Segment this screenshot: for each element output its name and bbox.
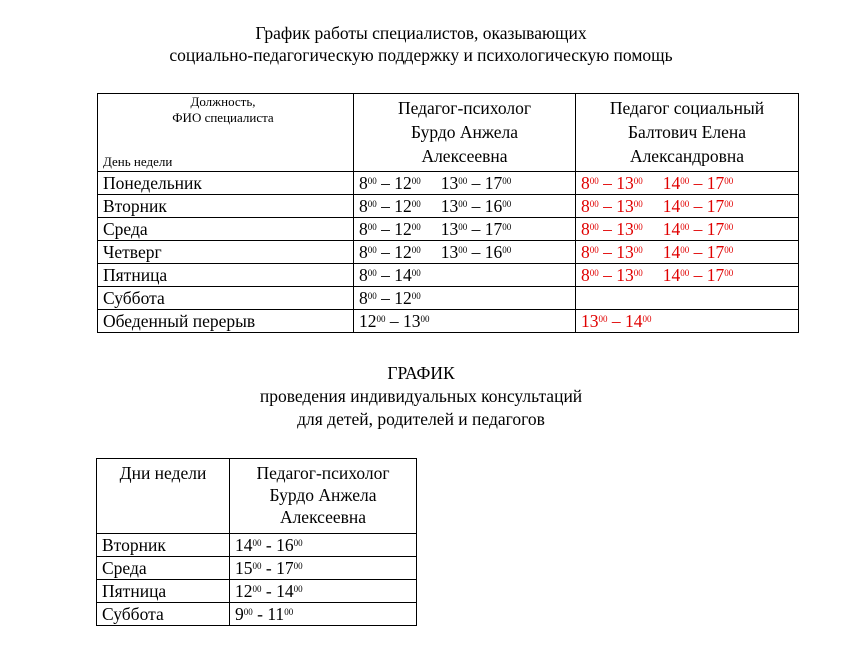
day-cell: Пятница bbox=[98, 264, 354, 287]
time-end-hour: 13 bbox=[616, 173, 634, 193]
range-separator: - bbox=[261, 535, 277, 555]
psychologist-hours-cell bbox=[354, 310, 576, 333]
time-end-hour: 17 bbox=[706, 173, 725, 193]
consult-specialist-patronymic: Алексеевна bbox=[279, 507, 367, 527]
schedule-title-line1: График работы специалистов, оказывающих bbox=[255, 23, 587, 43]
schedule-row bbox=[98, 310, 799, 333]
time-start-hour: 13 bbox=[440, 242, 459, 262]
time-end-hour: 12 bbox=[394, 288, 412, 308]
time-end-minutes: 00 bbox=[502, 245, 512, 255]
consult-day-header: Дни недели bbox=[97, 459, 230, 534]
time-start-hour: 12 bbox=[235, 581, 253, 601]
time-start-hour: 12 bbox=[359, 311, 377, 331]
time-end-hour: 17 bbox=[706, 219, 725, 239]
time-range bbox=[663, 218, 734, 240]
consult-title-line3: для детей, родителей и педагогов bbox=[297, 409, 545, 429]
time-start-hour: 8 bbox=[359, 265, 368, 285]
day-cell: Четверг bbox=[98, 241, 354, 264]
time-range bbox=[441, 218, 512, 240]
day-cell: Суббота bbox=[98, 287, 354, 310]
time-start-hour: 8 bbox=[359, 173, 368, 193]
time-end-minutes: 00 bbox=[293, 584, 303, 594]
time-start-hour: 8 bbox=[359, 219, 368, 239]
time-start-hour: 14 bbox=[662, 242, 681, 262]
day-cell: Понедельник bbox=[98, 172, 354, 195]
schedule-title-line2: социально-педагогическую поддержку и психологическую помощь bbox=[169, 45, 673, 65]
schedule-row bbox=[98, 264, 799, 287]
consult-title bbox=[0, 362, 842, 431]
social-pedagogue-hours-cell bbox=[576, 172, 799, 195]
social-pedagogue-hours-cell bbox=[576, 264, 799, 287]
schedule-row bbox=[98, 241, 799, 264]
time-start-hour: 14 bbox=[662, 219, 681, 239]
social-pedagogue-hours-cell bbox=[576, 287, 799, 310]
time-start-hour: 14 bbox=[235, 535, 253, 555]
range-separator: – bbox=[689, 173, 707, 193]
time-end-minutes: 00 bbox=[411, 291, 421, 301]
time-start-hour: 9 bbox=[235, 604, 244, 624]
time-range bbox=[581, 310, 652, 332]
time-end-minutes: 00 bbox=[633, 245, 643, 255]
schedule-row bbox=[98, 218, 799, 241]
time-start-hour: 8 bbox=[581, 196, 590, 216]
time-range bbox=[581, 241, 643, 263]
consult-time-cell bbox=[230, 580, 417, 603]
time-range bbox=[235, 534, 303, 556]
time-end-hour: 13 bbox=[616, 196, 634, 216]
time-end-minutes: 00 bbox=[411, 268, 421, 278]
time-range bbox=[663, 172, 734, 194]
time-start-minutes: 00 bbox=[589, 222, 599, 232]
time-end-hour: 13 bbox=[403, 311, 421, 331]
consultation-row bbox=[97, 534, 417, 557]
consult-day-cell: Суббота bbox=[97, 603, 230, 626]
time-range bbox=[581, 218, 643, 240]
time-start-hour: 13 bbox=[440, 173, 459, 193]
time-range bbox=[359, 287, 421, 309]
time-end-hour: 11 bbox=[267, 604, 285, 624]
time-end-hour: 13 bbox=[616, 219, 634, 239]
schedule-row bbox=[98, 172, 799, 195]
time-start-hour: 8 bbox=[359, 288, 368, 308]
time-start-minutes: 00 bbox=[680, 222, 690, 232]
time-start-minutes: 00 bbox=[367, 245, 377, 255]
time-end-hour: 14 bbox=[276, 581, 294, 601]
time-range bbox=[663, 241, 734, 263]
consultation-header-row bbox=[97, 459, 417, 534]
time-end-minutes: 00 bbox=[724, 268, 734, 278]
range-separator: – bbox=[467, 242, 485, 262]
consultation-table bbox=[96, 458, 417, 626]
time-range bbox=[359, 241, 421, 263]
time-end-hour: 13 bbox=[616, 242, 634, 262]
time-start-hour: 8 bbox=[359, 242, 368, 262]
time-end-hour: 17 bbox=[706, 196, 725, 216]
time-start-minutes: 00 bbox=[367, 199, 377, 209]
range-separator: – bbox=[689, 219, 707, 239]
social-pedagogue-name: Балтович Елена bbox=[628, 122, 746, 142]
time-end-minutes: 00 bbox=[633, 176, 643, 186]
time-range bbox=[235, 580, 303, 602]
range-separator: – bbox=[467, 173, 485, 193]
range-separator: - bbox=[252, 604, 268, 624]
time-start-minutes: 00 bbox=[458, 176, 468, 186]
time-end-hour: 17 bbox=[484, 173, 503, 193]
consult-day-cell: Среда bbox=[97, 557, 230, 580]
range-separator: – bbox=[598, 173, 617, 193]
range-separator: – bbox=[689, 196, 707, 216]
psychologist-hours-cell bbox=[354, 218, 576, 241]
work-schedule-header-row bbox=[98, 94, 799, 172]
range-separator: – bbox=[376, 265, 395, 285]
time-end-hour: 16 bbox=[484, 196, 503, 216]
psychologist-hours-cell bbox=[354, 172, 576, 195]
time-start-minutes: 00 bbox=[589, 245, 599, 255]
time-end-minutes: 00 bbox=[502, 199, 512, 209]
work-schedule-table bbox=[97, 93, 799, 333]
time-end-hour: 17 bbox=[706, 242, 725, 262]
time-start-minutes: 00 bbox=[376, 314, 386, 324]
time-end-hour: 13 bbox=[616, 265, 634, 285]
time-start-hour: 8 bbox=[581, 265, 590, 285]
social-pedagogue-hours-cell bbox=[576, 310, 799, 333]
time-start-minutes: 00 bbox=[243, 607, 253, 617]
time-start-hour: 14 bbox=[662, 173, 681, 193]
time-start-minutes: 00 bbox=[367, 176, 377, 186]
time-start-hour: 8 bbox=[581, 173, 590, 193]
schedule-row bbox=[98, 287, 799, 310]
time-end-minutes: 00 bbox=[642, 314, 652, 324]
time-start-minutes: 00 bbox=[252, 538, 262, 548]
consult-day-cell: Вторник bbox=[97, 534, 230, 557]
schedule-title bbox=[0, 22, 842, 66]
time-range bbox=[359, 195, 421, 217]
time-start-hour: 13 bbox=[581, 311, 599, 331]
time-range bbox=[581, 172, 643, 194]
time-start-minutes: 00 bbox=[589, 176, 599, 186]
range-separator: – bbox=[598, 265, 617, 285]
time-range bbox=[581, 264, 643, 286]
social-pedagogue-hours-cell bbox=[576, 241, 799, 264]
time-end-minutes: 00 bbox=[293, 561, 303, 571]
consultation-row bbox=[97, 603, 417, 626]
consultation-row bbox=[97, 557, 417, 580]
time-range bbox=[359, 218, 421, 240]
time-end-minutes: 00 bbox=[502, 222, 512, 232]
time-start-hour: 13 bbox=[440, 196, 459, 216]
time-start-minutes: 00 bbox=[367, 222, 377, 232]
corner-day-label: День недели bbox=[103, 154, 173, 169]
time-range bbox=[235, 557, 303, 579]
time-start-hour: 8 bbox=[581, 242, 590, 262]
range-separator: – bbox=[467, 196, 485, 216]
time-end-hour: 14 bbox=[625, 311, 643, 331]
time-start-minutes: 00 bbox=[680, 176, 690, 186]
social-pedagogue-header-cell bbox=[576, 94, 799, 172]
corner-position-label bbox=[103, 94, 343, 126]
consultation-row bbox=[97, 580, 417, 603]
time-start-hour: 14 bbox=[662, 265, 681, 285]
range-separator: – bbox=[376, 288, 395, 308]
time-range bbox=[663, 195, 734, 217]
social-pedagogue-hours-cell bbox=[576, 218, 799, 241]
range-separator: – bbox=[385, 311, 403, 331]
corner-header-cell bbox=[98, 94, 354, 172]
time-start-hour: 8 bbox=[581, 219, 590, 239]
social-pedagogue-hours-cell bbox=[576, 195, 799, 218]
time-range bbox=[359, 172, 421, 194]
psychologist-header-cell bbox=[354, 94, 576, 172]
time-start-minutes: 00 bbox=[458, 199, 468, 209]
time-end-hour: 16 bbox=[276, 535, 294, 555]
day-cell: Обеденный перерыв bbox=[98, 310, 354, 333]
time-start-minutes: 00 bbox=[252, 584, 262, 594]
time-end-minutes: 00 bbox=[411, 222, 421, 232]
day-cell: Среда bbox=[98, 218, 354, 241]
psychologist-hours-cell bbox=[354, 264, 576, 287]
time-start-minutes: 00 bbox=[598, 314, 608, 324]
range-separator: – bbox=[607, 311, 625, 331]
time-end-hour: 17 bbox=[484, 219, 503, 239]
psychologist-title: Педагог-психолог bbox=[397, 98, 532, 118]
time-start-minutes: 00 bbox=[367, 268, 377, 278]
consult-title-line2: проведения индивидуальных консультаций bbox=[259, 386, 583, 406]
range-separator: – bbox=[689, 265, 707, 285]
time-end-hour: 12 bbox=[394, 219, 412, 239]
time-end-minutes: 00 bbox=[633, 268, 643, 278]
consult-title-line1: ГРАФИК bbox=[387, 363, 455, 383]
time-end-minutes: 00 bbox=[633, 222, 643, 232]
time-start-hour: 8 bbox=[359, 196, 368, 216]
psychologist-hours-cell bbox=[354, 195, 576, 218]
time-start-minutes: 00 bbox=[680, 245, 690, 255]
time-range bbox=[359, 310, 430, 332]
consult-time-cell bbox=[230, 557, 417, 580]
time-range bbox=[441, 172, 512, 194]
time-end-minutes: 00 bbox=[724, 176, 734, 186]
time-end-minutes: 00 bbox=[420, 314, 430, 324]
time-start-minutes: 00 bbox=[680, 268, 690, 278]
time-start-minutes: 00 bbox=[367, 291, 377, 301]
consult-specialist-title: Педагог-психолог bbox=[256, 463, 390, 483]
time-start-hour: 15 bbox=[235, 558, 253, 578]
time-end-minutes: 00 bbox=[284, 607, 294, 617]
range-separator: – bbox=[689, 242, 707, 262]
time-range bbox=[359, 264, 421, 286]
consult-day-cell: Пятница bbox=[97, 580, 230, 603]
consult-time-cell bbox=[230, 534, 417, 557]
time-start-minutes: 00 bbox=[458, 245, 468, 255]
time-end-minutes: 00 bbox=[411, 176, 421, 186]
consult-time-cell bbox=[230, 603, 417, 626]
time-start-minutes: 00 bbox=[589, 199, 599, 209]
time-start-minutes: 00 bbox=[589, 268, 599, 278]
range-separator: – bbox=[598, 196, 617, 216]
time-start-minutes: 00 bbox=[458, 222, 468, 232]
time-range bbox=[663, 264, 734, 286]
psychologist-hours-cell bbox=[354, 241, 576, 264]
range-separator: - bbox=[261, 558, 277, 578]
time-end-minutes: 00 bbox=[411, 199, 421, 209]
time-start-minutes: 00 bbox=[252, 561, 262, 571]
range-separator: – bbox=[598, 242, 617, 262]
time-end-hour: 12 bbox=[394, 196, 412, 216]
time-end-minutes: 00 bbox=[724, 222, 734, 232]
range-separator: – bbox=[467, 219, 485, 239]
consult-specialist-name: Бурдо Анжела bbox=[269, 485, 377, 505]
time-range bbox=[441, 195, 512, 217]
corner-position-text: Должность, bbox=[190, 94, 256, 109]
time-end-minutes: 00 bbox=[633, 199, 643, 209]
time-end-hour: 17 bbox=[706, 265, 725, 285]
time-end-minutes: 00 bbox=[293, 538, 303, 548]
time-end-minutes: 00 bbox=[724, 199, 734, 209]
range-separator: – bbox=[376, 242, 395, 262]
range-separator: – bbox=[598, 219, 617, 239]
range-separator: - bbox=[261, 581, 277, 601]
time-end-minutes: 00 bbox=[411, 245, 421, 255]
range-separator: – bbox=[376, 219, 395, 239]
time-range bbox=[581, 195, 643, 217]
psychologist-patronymic: Алексеевна bbox=[421, 146, 508, 166]
range-separator: – bbox=[376, 173, 395, 193]
time-range bbox=[441, 241, 512, 263]
time-start-hour: 13 bbox=[440, 219, 459, 239]
schedule-row bbox=[98, 195, 799, 218]
time-start-hour: 14 bbox=[662, 196, 681, 216]
time-end-hour: 16 bbox=[484, 242, 503, 262]
time-start-minutes: 00 bbox=[680, 199, 690, 209]
time-end-hour: 14 bbox=[394, 265, 412, 285]
consult-specialist-header bbox=[230, 459, 417, 534]
range-separator: – bbox=[376, 196, 395, 216]
time-end-hour: 17 bbox=[276, 558, 294, 578]
time-end-hour: 12 bbox=[394, 173, 412, 193]
psychologist-hours-cell bbox=[354, 287, 576, 310]
time-end-minutes: 00 bbox=[502, 176, 512, 186]
time-end-minutes: 00 bbox=[724, 245, 734, 255]
psychologist-name: Бурдо Анжела bbox=[410, 122, 519, 142]
time-range bbox=[235, 603, 293, 625]
social-pedagogue-patronymic: Александровна bbox=[629, 146, 745, 166]
day-cell: Вторник bbox=[98, 195, 354, 218]
corner-fio-text: ФИО специалиста bbox=[172, 110, 274, 125]
social-pedagogue-title: Педагог социальный bbox=[609, 98, 765, 118]
time-end-hour: 12 bbox=[394, 242, 412, 262]
